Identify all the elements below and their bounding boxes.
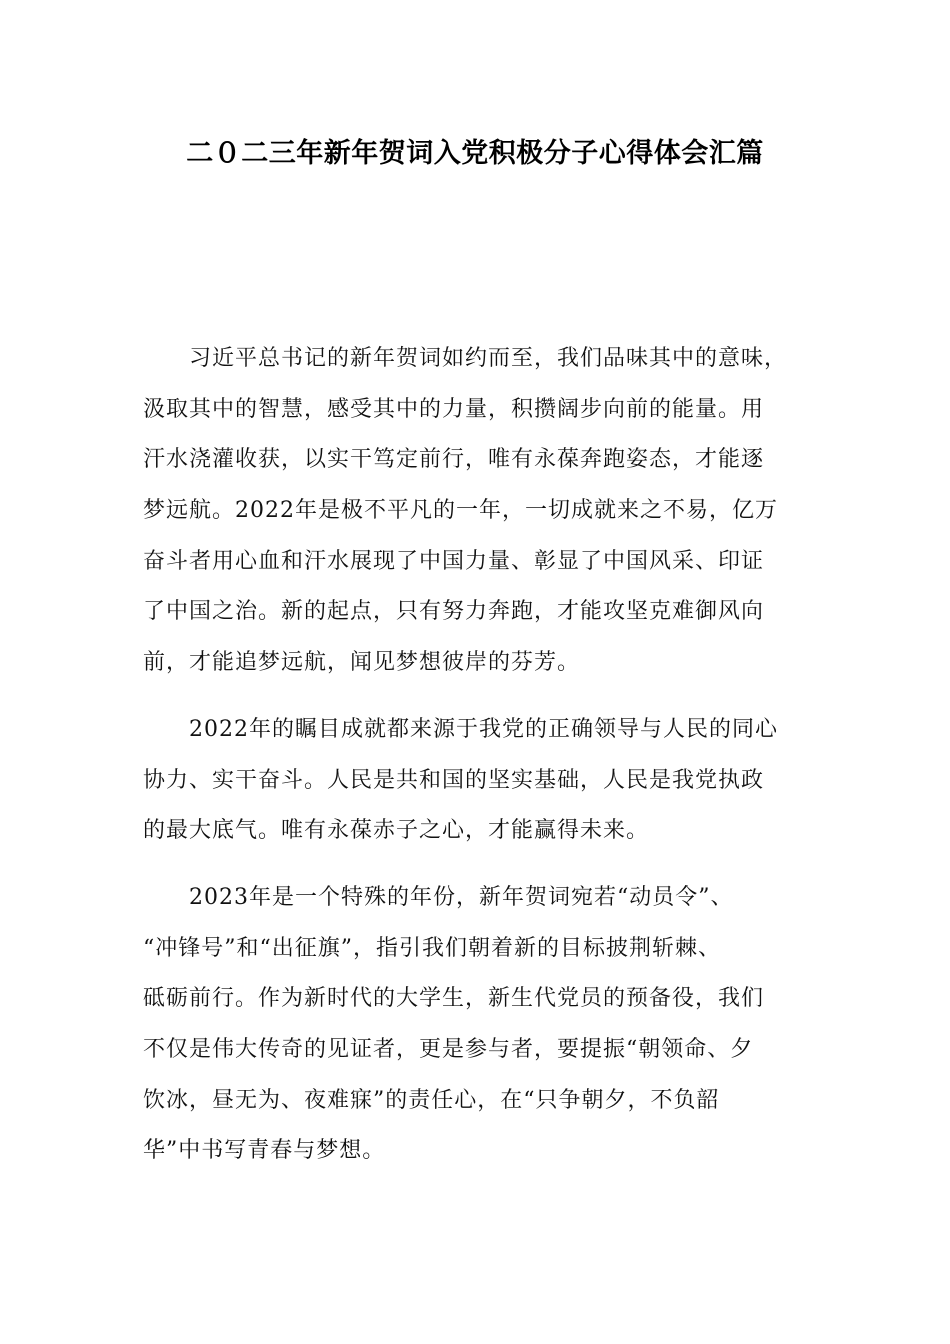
paragraph-2 [143,705,813,857]
paragraph-line: 饮冰，昼无为、夜难寐”的责任心，在“只争朝夕，不负韶 [143,1087,720,1113]
paragraph-line: 梦远航。2022年是极不平凡的一年，一切成就来之不易，亿万 [143,498,778,524]
paragraph-line: 砥砺前行。作为新时代的大学生，新生代党员的预备役，我们 [143,986,765,1012]
paragraph-line: 的最大底气。唯有永葆赤子之心，才能赢得未来。 [143,818,650,844]
paragraph-line: 汲取其中的智慧，感受其中的力量，积攒阔步向前的能量。用 [143,396,765,422]
paragraph-1 [143,334,813,689]
paragraph-line: 协力、实干奋斗。人民是共和国的坚实基础，人民是我党执政 [143,767,765,793]
paragraph-line: “冲锋号”和“出征旗”，指引我们朝着新的目标披荆斩棘、 [143,935,721,961]
paragraph-line: 奋斗者用心血和汗水展现了中国力量、彰显了中国风采、印证 [143,548,765,574]
document-title: 二０二三年新年贺词入党积极分子心得体会汇篇 [186,138,764,169]
paragraph-line: 不仅是伟大传奇的见证者，更是参与者，要提振“朝领命、夕 [143,1036,754,1062]
paragraph-line: 2023年是一个特殊的年份，新年贺词宛若“动员令”、 [189,884,734,910]
paragraph-line: 了中国之治。新的起点，只有努力奔跑，才能攻坚克难御风向 [143,599,765,625]
paragraph-line: 2022年的瞩目成就都来源于我党的正确领导与人民的同心 [189,716,778,742]
paragraph-line: 华”中书写青春与梦想。 [143,1138,386,1164]
paragraph-line: 习近平总书记的新年贺词如约而至，我们品味其中的意味， [189,346,788,371]
paragraph-line: 汗水浇灌收获，以实干笃定前行，唯有永葆奔跑姿态，才能逐 [143,447,765,473]
paragraph-line: 前，才能追梦远航，闻见梦想彼岸的芬芳。 [143,650,581,676]
document-body [143,334,813,1193]
paragraph-3 [143,873,813,1177]
